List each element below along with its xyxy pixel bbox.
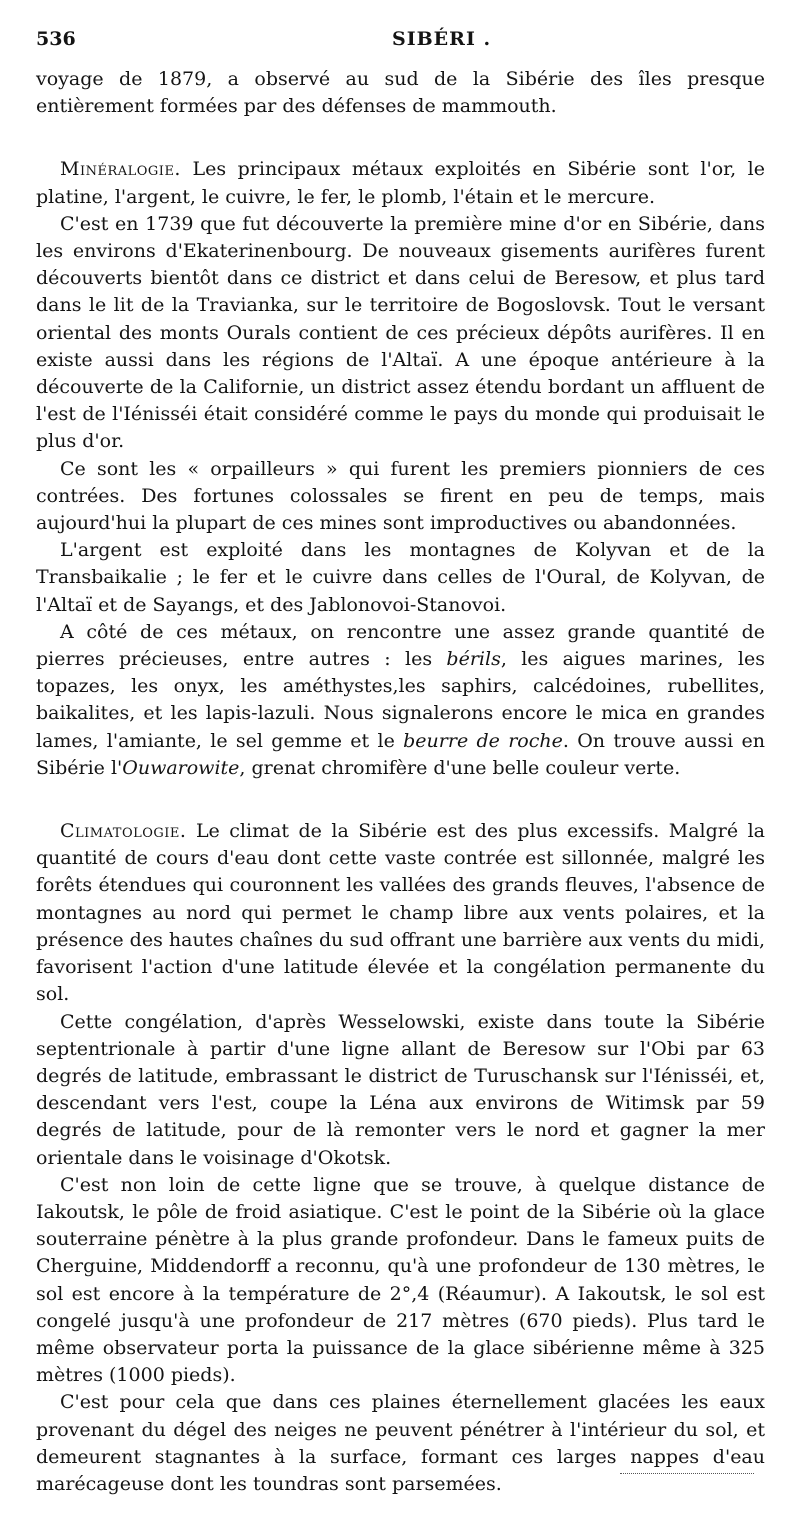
- section-heading-mineralogie: Minéralogie.: [60, 158, 181, 181]
- paragraph-silver: L'argent est exploité dans les montagnes de Kolyvan et de la Transbaikalie ; le fer et le cuivre dans celles de l'Oural, de Kolyvan, de l'Altaï et de Sayangs, et des Jablonovoi-Stanovoi.: [36, 539, 765, 616]
- paragraph-congelation-line: Cette congélation, d'après Wesselowski, existe dans toute la Sibérie septentrionale à partir d'une ligne allant de Beresow sur l'Obi par 63 degrés de latitude, embrassant le district de Turuschansk sur l'Iénisséi, et, descendant vers l'est, coupe la Léna aux environs de Witimsk par 59 degrés de latitude, pour de là remonter vers le nord et gagner la mer orientale dans le voisinage d'Okotsk.: [36, 1010, 765, 1169]
- climatologie-text: Le climat de la Sibérie est des plus excessifs. Malgré la quantité de cours d'eau dont cette vaste contrée est sillonnée, malgré les forêts étendues qui couronnent les vallées des grands fleuves, l'absence de montagnes au nord qui permet le champ libre aux vents polaires, et la présence des hautes chaînes du sud offrant une barrière aux vents du midi, favorisent l'action d'une latitude élevée et la congélation permanente du sol.: [36, 820, 765, 1006]
- italic-term-berils: bérils: [446, 648, 501, 671]
- body-text: [36, 66, 765, 1498]
- italic-term-beurre-de-roche: beurre de roche: [403, 729, 563, 752]
- running-head: [36, 28, 764, 56]
- paragraph-climatologie: [36, 818, 765, 1008]
- mineralogie-text: Les principaux métaux exploités en Sibérie sont l'or, le platine, l'argent, le cuivre, le fer, le plomb, l'étain et le mercure.: [36, 158, 765, 208]
- paragraph-cold-pole: C'est non loin de cette ligne que se trouve, à quelque distance de Iakoutsk, le pôle de froid asiatique. C'est le point de la Sibérie où la glace souterraine pénètre à la plus grande profondeur. Dans le fameux puits de Cherguine, Middendorff a reconnu, qu'à une profondeur de 130 mètres, le sol est encore à la température de 2°,4 (Réaumur). A Iakoutsk, le sol est congelé jusqu'à une profondeur de 217 mètres (670 pieds). Plus tard le même observateur porta la puissance de la glace sibérienne même à 325 mètres (1000 pieds).: [36, 1173, 765, 1387]
- page-number: 536: [36, 28, 76, 50]
- text-run: , grenat chromifère d'une belle couleur verte.: [239, 756, 681, 779]
- paragraph-continued: voyage de 1879, a observé au sud de la Sibérie des îles presque entièrement formées par des défenses de mammouth.: [36, 68, 765, 118]
- italic-term-ouwarowite: Ouwarowite: [122, 756, 240, 779]
- paragraph-toundras: C'est pour cela que dans ces plaines éternellement glacées les eaux provenant du dégel des neiges ne peuvent pénétrer à l'intérieur du sol, et demeurent stagnantes à la surface, formant ces larges nappes d'eau marécageuse dont les toundras sont parsemées.: [36, 1391, 765, 1495]
- section-heading-climatologie: Climatologie.: [60, 820, 187, 843]
- paragraph-precious-stones: [36, 619, 765, 782]
- text-run: . On trouve aussi en Sibérie l': [36, 729, 765, 779]
- footer-dotted-rule: [620, 1473, 754, 1474]
- running-title: SIBÉRI .: [392, 28, 492, 50]
- paragraph-orpailleurs: Ce sont les « orpailleurs » qui furent les premiers pionniers de ces contrées. Des fortunes colossales se firent en peu de temps, mais aujourd'hui la plupart de ces mines sont improductives ou abandonnées.: [36, 457, 765, 535]
- text-run: A côté de ces métaux, on rencontre une assez grande quantité de pierres précieuses, entre autres : les: [36, 620, 765, 671]
- paragraph-mineralogie: [36, 156, 765, 210]
- text-run: , les aigues marines, les topazes, les onyx, les améthystes,les saphirs, calcédoines, rubellites, baikalites, et les lapis-lazuli. Nous signalerons encore le mica en grandes lames, l'amiante, le sel gemme et le: [36, 648, 765, 752]
- paragraph-gold-discovery: C'est en 1739 que fut découverte la première mine d'or en Sibérie, dans les environs d'Ekaterinenbourg. De nouveaux gisements aurifères furent découverts bientôt dans ce district et dans celui de Beresow, et plus tard dans le lit de la Travianka, sur le territoire de Bogoslovsk. Tout le versant oriental des monts Ourals contient de ces précieux dépôts aurifères. Il en existe aussi dans les régions de l'Altaï. A une époque antérieure à la découverte de la Californie, un district assez étendu bordant un affluent de l'est de l'Iénisséi était considéré comme le pays du monde qui produisait le plus d'or.: [36, 212, 765, 453]
